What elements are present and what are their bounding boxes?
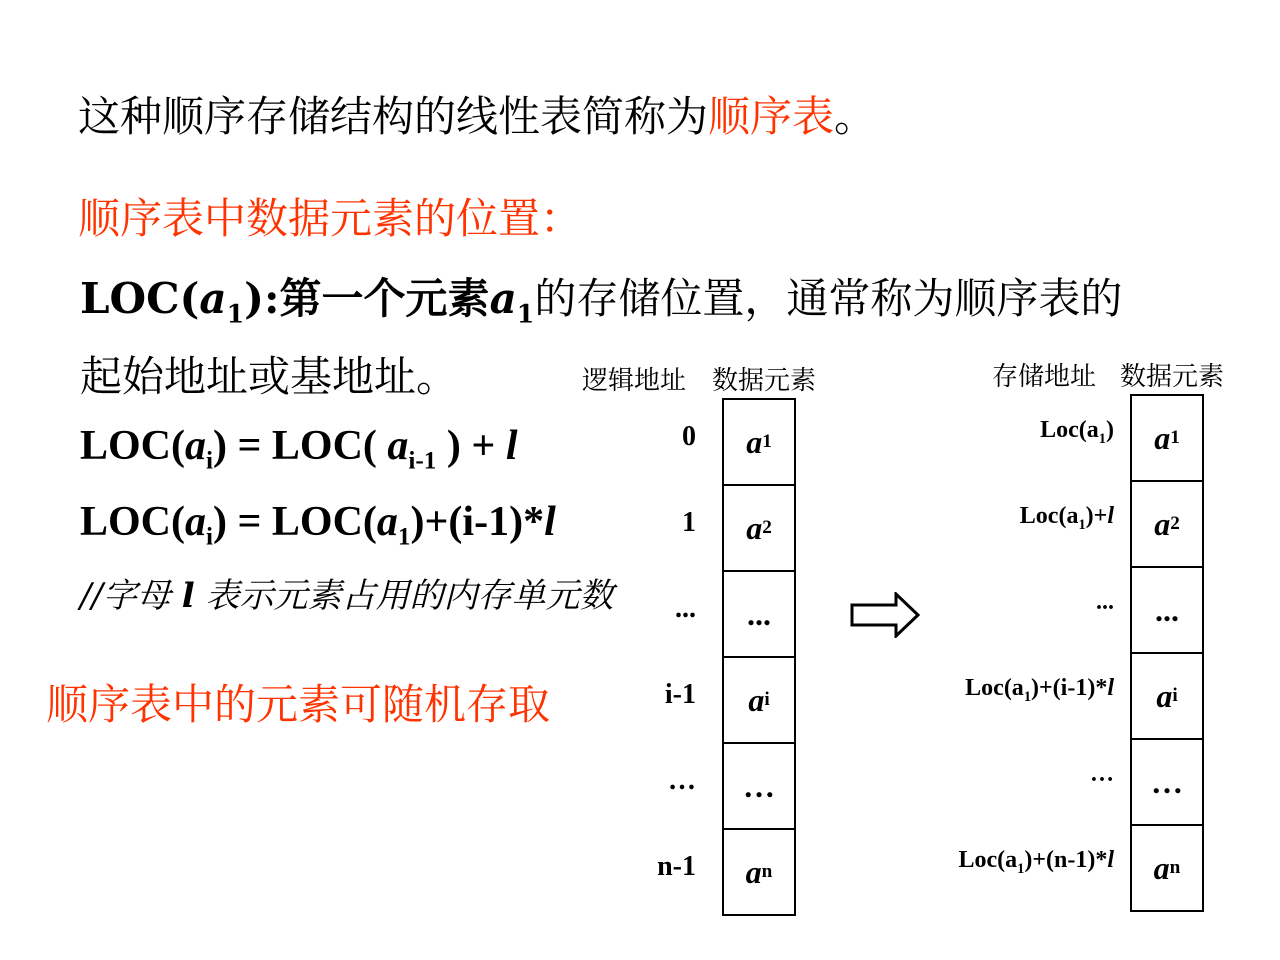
note-l: l xyxy=(181,576,195,616)
address-label: $Loc(a_1)+(i-1)*l$ xyxy=(965,675,1114,705)
f1-lhs: LOC( xyxy=(80,423,185,469)
right-header-elem: 数据元素 xyxy=(1120,362,1225,392)
note-suffix: 表示元素占用的内存单元数 xyxy=(194,576,614,616)
address-label: ... xyxy=(1096,589,1114,615)
f1-eq: ) = LOC( xyxy=(213,423,388,469)
f1-a2: a xyxy=(387,423,409,469)
memory-cell: a n xyxy=(1132,826,1202,912)
f2-eq: ) = LOC( xyxy=(213,499,377,545)
right-hollow-arrow-icon xyxy=(850,592,922,638)
address-label: $Loc(a_1)+l$ xyxy=(1019,503,1114,533)
left-header-elem: 数据元素 xyxy=(712,366,817,396)
memory-cell: … xyxy=(724,744,794,830)
f2-sub-i: i xyxy=(206,523,213,551)
intro-end: 。 xyxy=(834,92,877,141)
loc-mid: ):第一个元素 xyxy=(244,274,490,323)
intro-line xyxy=(78,84,876,144)
memory-cell: a 2 xyxy=(724,486,794,572)
loc-sub2: 1 xyxy=(516,298,535,329)
loc-after: 的存储位置，通常称为顺序表的 xyxy=(534,274,1123,323)
loc-sub: 1 xyxy=(226,298,245,329)
loc-description-line2: 起始地址或基地址。 xyxy=(80,352,459,401)
f2-a: a xyxy=(185,499,206,545)
right-memory-table xyxy=(1130,394,1204,912)
address-label: 1 xyxy=(682,507,696,538)
address-label: i-1 xyxy=(664,679,696,710)
f2-a2: a xyxy=(376,499,398,545)
intro-text: 这种顺序存储结构的线性表简称为 xyxy=(78,92,709,141)
section-title: 顺序表中数据元素的位置： xyxy=(78,194,583,243)
memory-cell: a i xyxy=(1132,654,1202,740)
f1-rhs: ) + xyxy=(436,423,506,469)
memory-cell: a n xyxy=(724,830,794,916)
f2-sub-1: 1 xyxy=(397,523,411,551)
address-label: … xyxy=(1090,761,1114,787)
note-comment xyxy=(80,568,613,617)
f1-l: l xyxy=(505,423,518,469)
left-memory-table xyxy=(722,398,796,916)
left-header-addr: 逻辑地址 xyxy=(582,366,687,396)
address-label: 0 xyxy=(682,421,696,452)
loc-prefix: LOC( xyxy=(80,274,200,323)
right-header-addr: 存储地址 xyxy=(992,362,1097,392)
memory-cell: a 2 xyxy=(1132,482,1202,568)
memory-cell: a 1 xyxy=(1132,396,1202,482)
note-prefix: //字母 xyxy=(80,576,182,616)
memory-cell: … xyxy=(1132,740,1202,826)
intro-highlight: 顺序表 xyxy=(708,92,835,141)
f2-lhs: LOC( xyxy=(80,499,185,545)
address-label: n-1 xyxy=(657,851,696,882)
f1-sub-i: i xyxy=(206,447,213,475)
address-label: $Loc(a_1)$ xyxy=(1040,417,1114,447)
memory-cell: ... xyxy=(1132,568,1202,654)
formula-direct xyxy=(80,498,556,551)
random-access-statement: 顺序表中的元素可随机存取 xyxy=(46,680,551,729)
address-label: $Loc(a_1)+(n-1)*l$ xyxy=(958,847,1114,877)
memory-cell: a i xyxy=(724,658,794,744)
memory-cell: ... xyxy=(724,572,794,658)
f2-l: l xyxy=(544,499,556,545)
address-label: … xyxy=(668,765,696,796)
f1-sub-im1: i-1 xyxy=(408,447,437,475)
f1-a: a xyxy=(185,423,206,469)
memory-cell: a 1 xyxy=(724,400,794,486)
address-label: ... xyxy=(675,593,696,624)
loc-a: a xyxy=(199,274,227,323)
f2-rhs: )+(i-1)* xyxy=(410,499,545,545)
loc-a2: a xyxy=(489,274,517,323)
formula-recursive xyxy=(80,422,518,475)
loc-description xyxy=(80,266,1122,328)
